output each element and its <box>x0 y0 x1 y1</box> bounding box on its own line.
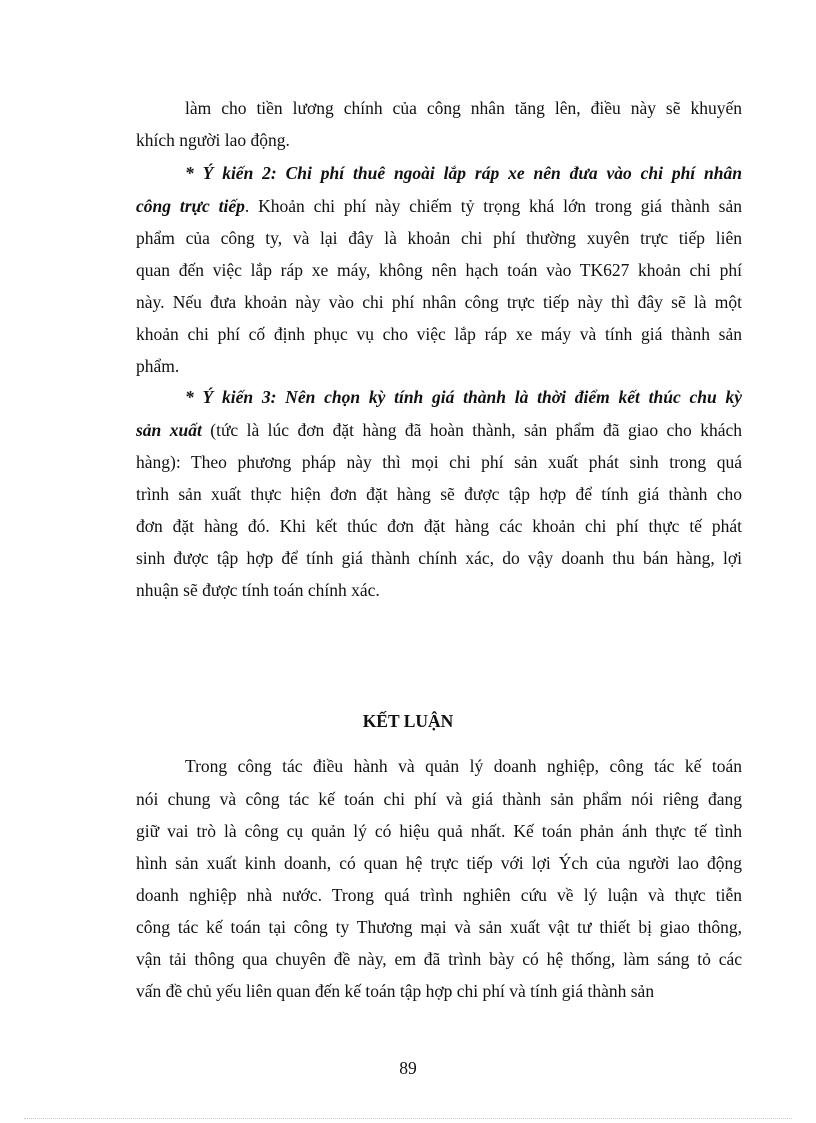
page-number: 89 <box>399 1058 417 1078</box>
conclusion-line: doanh nghiệp nhà nước. Trong quá trình nghiên cứu về lý luận và thực tiễn <box>136 885 742 905</box>
paragraph-line: khoản chi phí cố định phục vụ cho việc lắp ráp xe máy và tính giá thành sản <box>136 324 742 344</box>
conclusion-line: công tác kế toán tại công ty Thương mại và sản xuất vật tư thiết bị giao thông, <box>136 917 742 937</box>
paragraph-line <box>136 419 742 441</box>
conclusion-heading: KẾT LUẬN <box>362 711 454 731</box>
paragraph-line: hàng): Theo phương pháp này thì mọi chi phí sản xuất phát sinh trong quá <box>136 452 742 472</box>
paragraph-line-rest: . Khoản chi phí này chiếm tỷ trọng khá lớn trong giá thành sản <box>244 196 742 216</box>
conclusion-line: vấn đề chủ yếu liên quan đến kế toán tập hợp chi phí và tính giá thành sản <box>136 981 655 1001</box>
paragraph-line <box>136 195 742 217</box>
opinion-2-heading: * Ý kiến 2: Chi phí thuê ngoài lắp ráp xe nên đưa vào chi phí nhân <box>185 163 742 183</box>
conclusion-line: giữ vai trò là công cụ quản lý có hiệu quả nhất. Kế toán phản ánh thực tế tình <box>136 821 742 841</box>
paragraph-line-rest: (tức là lúc đơn đặt hàng đã hoàn thành, sản phẩm đã giao cho khách <box>201 420 743 440</box>
paragraph-line: quan đến việc lắp ráp xe máy, không nên hạch toán vào TK627 khoản chi phí <box>136 260 742 280</box>
paragraph-line: trình sản xuất thực hiện đơn đặt hàng sẽ được tập hợp để tính giá thành cho <box>136 484 742 504</box>
conclusion-line: hình sản xuất kinh doanh, có quan hệ trực tiếp với lợi Ých của người lao động <box>136 853 742 873</box>
paragraph-line: phẩm. <box>136 356 180 376</box>
page-bottom-divider <box>24 1118 792 1119</box>
paragraph-line: phẩm của công ty, và lại đây là khoản chi phí thường xuyên trực tiếp liên <box>136 228 742 248</box>
paragraph-line: đơn đặt hàng đó. Khi kết thúc đơn đặt hàng các khoản chi phí thực tế phát <box>136 516 742 536</box>
conclusion-line: Trong công tác điều hành và quản lý doanh nghiệp, công tác kế toán <box>185 756 742 776</box>
conclusion-line: vận tải thông qua chuyên đề này, em đã trình bày có hệ thống, làm sáng tỏ các <box>136 949 742 969</box>
opinion-3-heading: * Ý kiến 3: Nên chọn kỳ tính giá thành là thời điểm kết thúc chu kỳ <box>185 387 742 407</box>
paragraph-line: này. Nếu đưa khoản này vào chi phí nhân công trực tiếp này thì đây sẽ là một <box>136 292 742 312</box>
conclusion-line: nói chung và công tác kế toán chi phí và giá thành sản phẩm nói riêng đang <box>136 789 742 809</box>
paragraph-line: làm cho tiền lương chính của công nhân tăng lên, điều này sẽ khuyến <box>185 98 742 118</box>
paragraph-line: sinh được tập hợp để tính giá thành chính xác, do vậy doanh thu bán hàng, lợi <box>136 548 742 568</box>
paragraph-line: khích người lao động. <box>136 130 290 150</box>
opinion-3-emphasis: sản xuất <box>136 420 202 440</box>
paragraph-line: nhuận sẽ được tính toán chính xác. <box>136 580 380 600</box>
opinion-2-emphasis: công trực tiếp <box>136 196 245 216</box>
